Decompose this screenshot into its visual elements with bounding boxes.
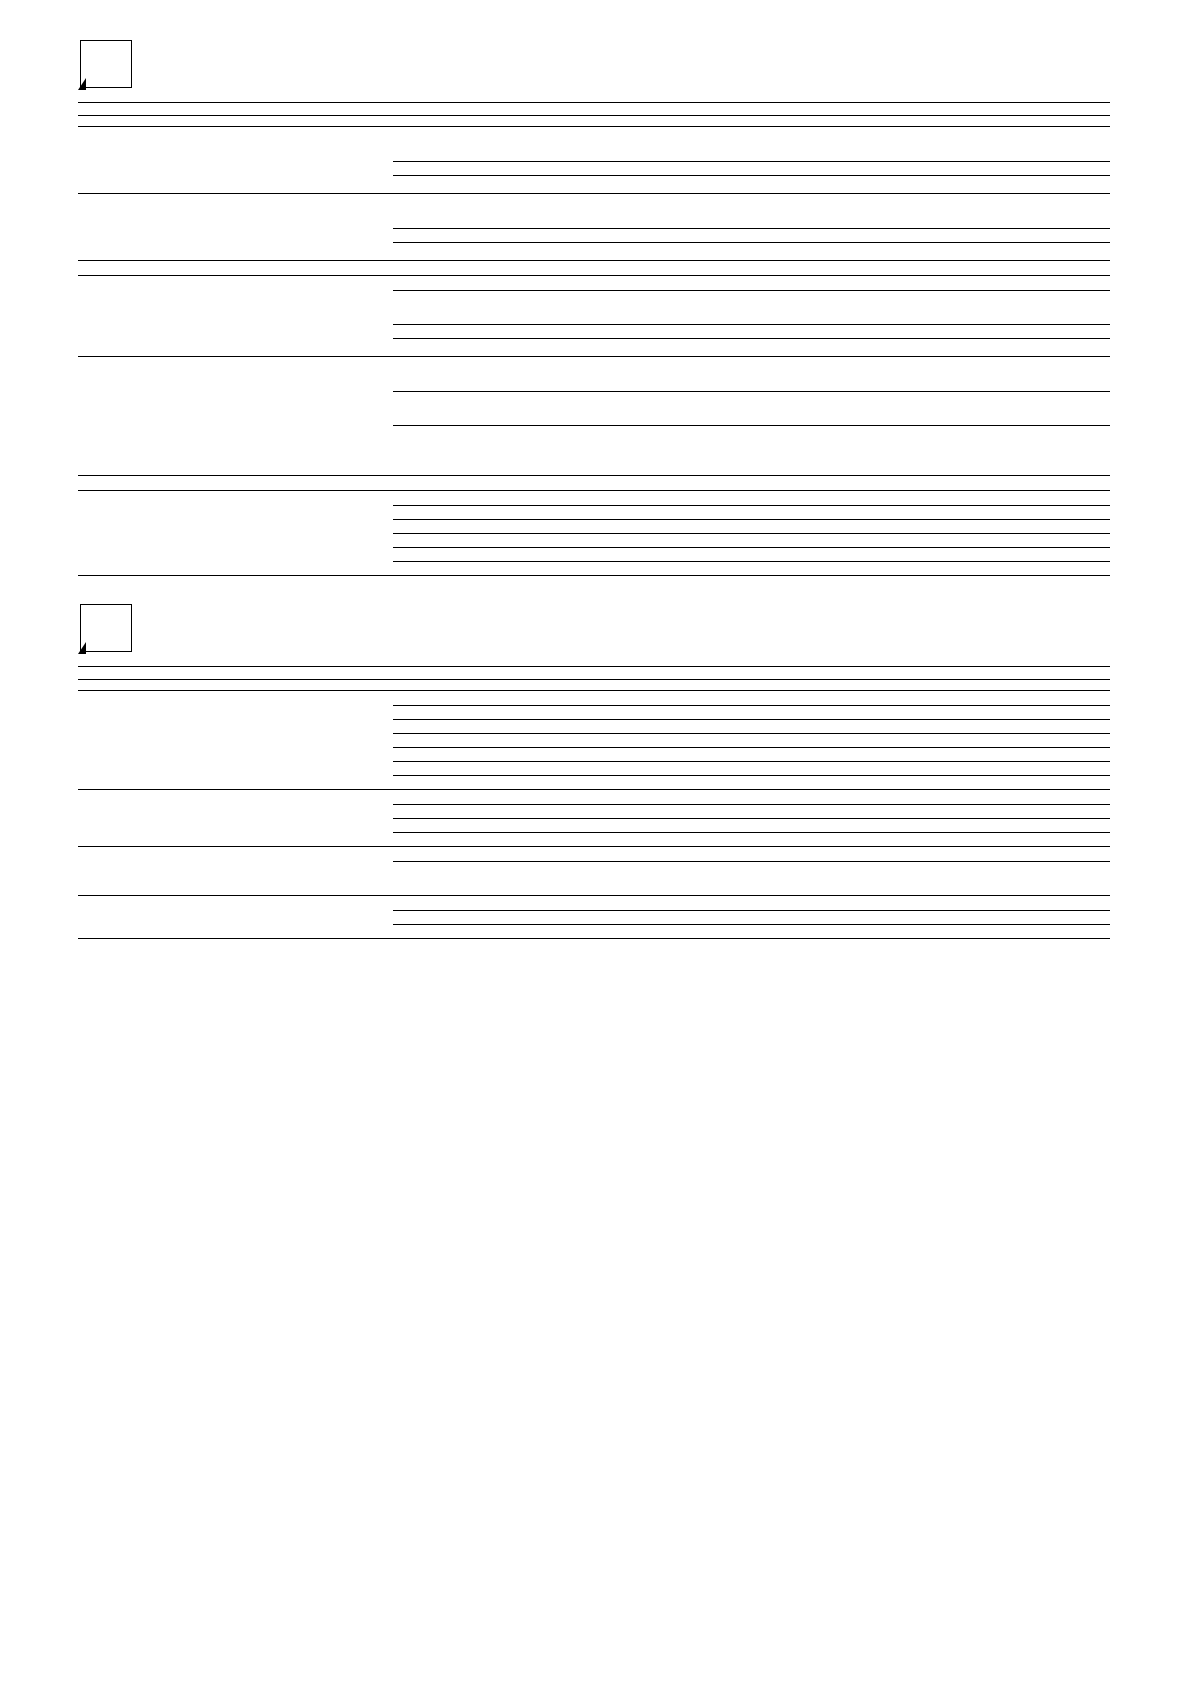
table-row [78,276,1110,357]
table-row [78,194,1110,261]
value-cell [393,761,1110,775]
value-cell [393,719,1110,733]
value-cell [393,476,1110,490]
value-cell [393,519,1110,533]
value-cell [393,910,1110,924]
value-cell [393,790,1110,804]
value-cell [393,391,1110,425]
value-cell [393,242,1110,260]
row-values [393,491,1110,575]
table-header-row [78,116,1110,127]
section-1-table [78,115,1110,575]
value-cell [393,324,1110,338]
page-content [78,40,1110,939]
row-label [78,847,393,896]
document-icon [80,604,134,656]
value-cell [393,505,1110,519]
value-cell [393,357,1110,391]
value-cell [393,491,1110,505]
value-cell [393,896,1110,910]
row-values [393,357,1110,475]
value-cell [393,861,1110,895]
value-cell [393,705,1110,719]
section-bottom-rule [78,575,1110,576]
value-cell [393,847,1110,861]
row-label [78,491,393,576]
value-cell [393,338,1110,356]
table-row [78,691,1110,790]
table-row [78,790,1110,847]
value-cell [393,818,1110,832]
row-label [78,127,393,194]
document-icon [80,40,134,92]
document-section-1 [78,40,1110,576]
table-row [78,491,1110,576]
value-cell [393,547,1110,561]
value-cell [393,175,1110,193]
table-row [78,896,1110,939]
value-cell [393,127,1110,161]
row-values [393,790,1110,846]
row-label [78,357,393,476]
row-values [393,847,1110,895]
value-cell [393,924,1110,938]
value-cell [393,425,1110,475]
row-label [78,476,393,491]
value-cell [393,747,1110,761]
row-values [393,691,1110,789]
row-label [78,896,393,939]
section-bottom-rule [78,938,1110,939]
table-row [78,476,1110,491]
row-label [78,790,393,847]
row-values [393,127,1110,193]
row-values [393,276,1110,356]
value-cell [393,733,1110,747]
value-cell [393,261,1110,275]
table-header-row [78,680,1110,691]
value-cell [393,276,1110,290]
document-icon-fold [78,642,94,654]
table-row [78,261,1110,276]
table-row [78,357,1110,476]
value-cell [393,561,1110,575]
table-row [78,847,1110,896]
document-icon-fold [78,78,94,90]
value-cell [393,691,1110,705]
table-row [78,127,1110,194]
document-section-2 [78,604,1110,939]
row-label [78,691,393,790]
row-label [78,276,393,357]
value-cell [393,775,1110,789]
value-cell [393,533,1110,547]
value-cell [393,804,1110,818]
value-cell [393,228,1110,242]
row-values [393,476,1110,490]
row-label [78,194,393,261]
row-values [393,194,1110,260]
value-cell [393,161,1110,175]
row-label [78,261,393,276]
value-cell [393,290,1110,324]
row-values [393,261,1110,275]
section-2-table [78,679,1110,938]
value-cell [393,832,1110,846]
value-cell [393,194,1110,228]
row-values [393,896,1110,938]
